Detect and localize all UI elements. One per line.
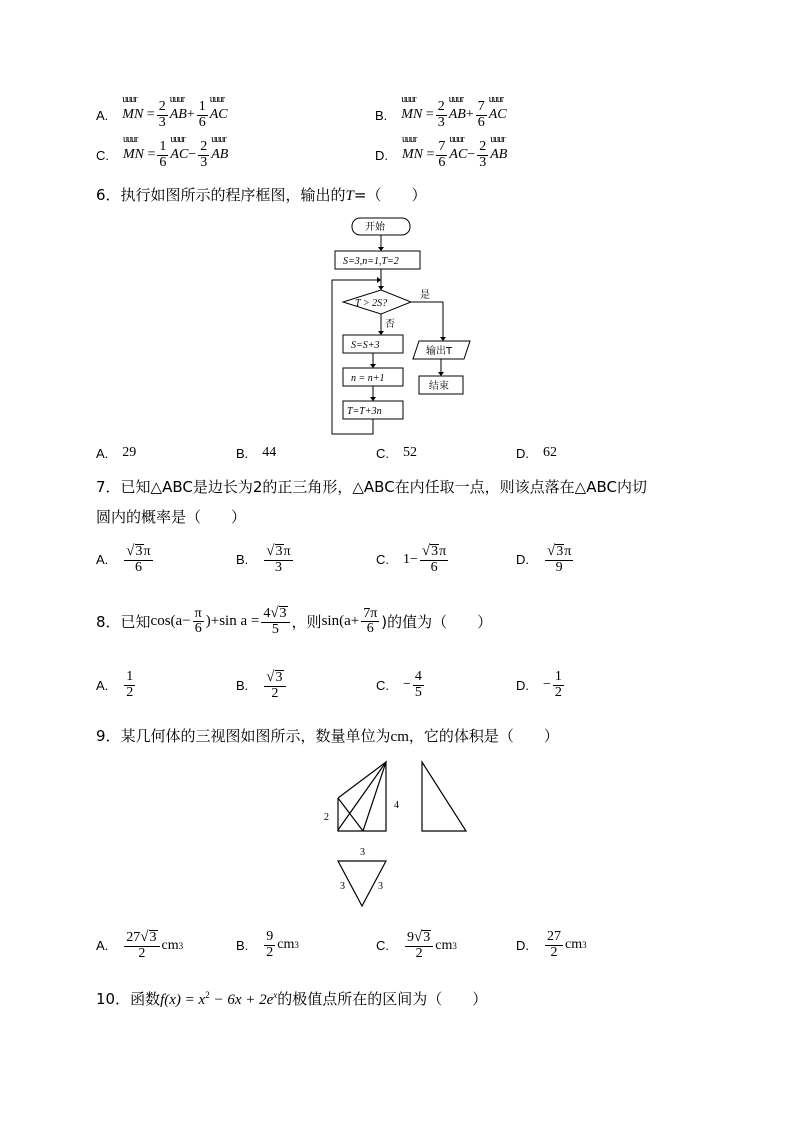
flow-cond-label: T > 2S? [355,298,388,309]
flow-end-label: 结束 [429,381,449,392]
q8-option-c[interactable]: C. − $\frac{4}{5}$ [376,669,422,700]
dim-top: 3 [360,847,365,858]
dim-l: 3 [340,881,345,892]
q7-option-b[interactable]: B. √ 3 π 3 [236,543,291,575]
flow-init-label: S=3,n=1,T=2 [343,256,399,267]
q9-stem: 9．某几何体的三视图如图所示，数量单位为cm，它的体积是（ ） [96,727,559,745]
q6-option-a[interactable]: A. 29 [96,445,137,461]
q7-stem-line1: 7．已知△ABC是边长为2的正三角形，△ABC在内任取一点，则该点落在△ABC内切 [96,478,647,496]
q10-stem: 10．函数$f(x) = x^2 - 6x + 2e^x$的极值点所在的区间为（ ） [96,990,488,1008]
dim-left: 2 [324,812,329,823]
flow-s3-label: T=T+3n [347,406,382,417]
q7-option-d[interactable]: D. √ 3 π 9 [516,543,572,575]
q6-stem: 6．执行如图所示的程序框图，输出的T=（ ） [96,186,427,204]
q8-stem: 8．已知 cos(a− $\frac{\pi}{6}$ )+sin a = 4 √ 3 5 ，则 sin(a+ $\frac{7\pi}{6}$ )的值为（ ） [96,605,493,637]
dim-r: 3 [378,881,383,892]
flow-yes-label: 是 [420,290,430,301]
q9-option-c[interactable]: C. 9 √ 3 2 cm 3 [376,929,457,961]
q6-flowchart [325,214,475,440]
flow-no-label: 否 [385,319,395,330]
q6-option-b[interactable]: B. 44 [236,445,277,461]
q7-option-a[interactable]: A. √ 3 π 6 [96,543,151,575]
q6-option-d[interactable]: D. 62 [516,445,557,461]
flow-s1-label: S=S+3 [351,340,380,351]
q5-option-b[interactable]: B. uuur MN = $\frac{2}{3}$ uuur AB + $\frac{7}{6}$ uuur AC [375,100,507,130]
q5-option-d[interactable]: D. uuur MN = $\frac{7}{6}$ uuur AC − $\frac{2}{3}$ uuur AB [375,140,507,170]
q5-option-c[interactable]: C. uuur MN = $\frac{1}{6}$ uuur AC − $\frac{2}{3}$ uuur AB [96,140,228,170]
flow-output-label: 输出T [426,346,453,357]
q9-option-d[interactable]: D. $\frac{27}{2}$ cm 3 [516,929,587,960]
q7-option-c[interactable]: C. 1− √ 3 π 6 [376,543,447,575]
q9-option-b[interactable]: B. $\frac{9}{2}$ cm 3 [236,929,299,960]
q9-three-views [318,758,474,910]
q8-option-b[interactable]: B. √ 3 2 [236,670,288,701]
dim-right: 4 [394,800,399,811]
q8-option-a[interactable]: A. $\frac{1}{2}$ [96,669,134,700]
flow-start-label: 开始 [365,222,385,233]
q7-stem-line2: 圆内的概率是（ ） [96,508,247,526]
q8-option-d[interactable]: D. − $\frac{1}{2}$ [516,669,562,700]
q9-option-a[interactable]: A. 27 √ 3 2 cm 3 [96,929,184,961]
flow-s2-label: n = n+1 [351,373,385,384]
q5-option-a[interactable]: A. uuur MN = $\frac{2}{3}$ uuur AB + $\frac{1}{6}$ uuur AC [96,100,228,130]
q6-option-c[interactable]: C. 52 [376,445,417,461]
